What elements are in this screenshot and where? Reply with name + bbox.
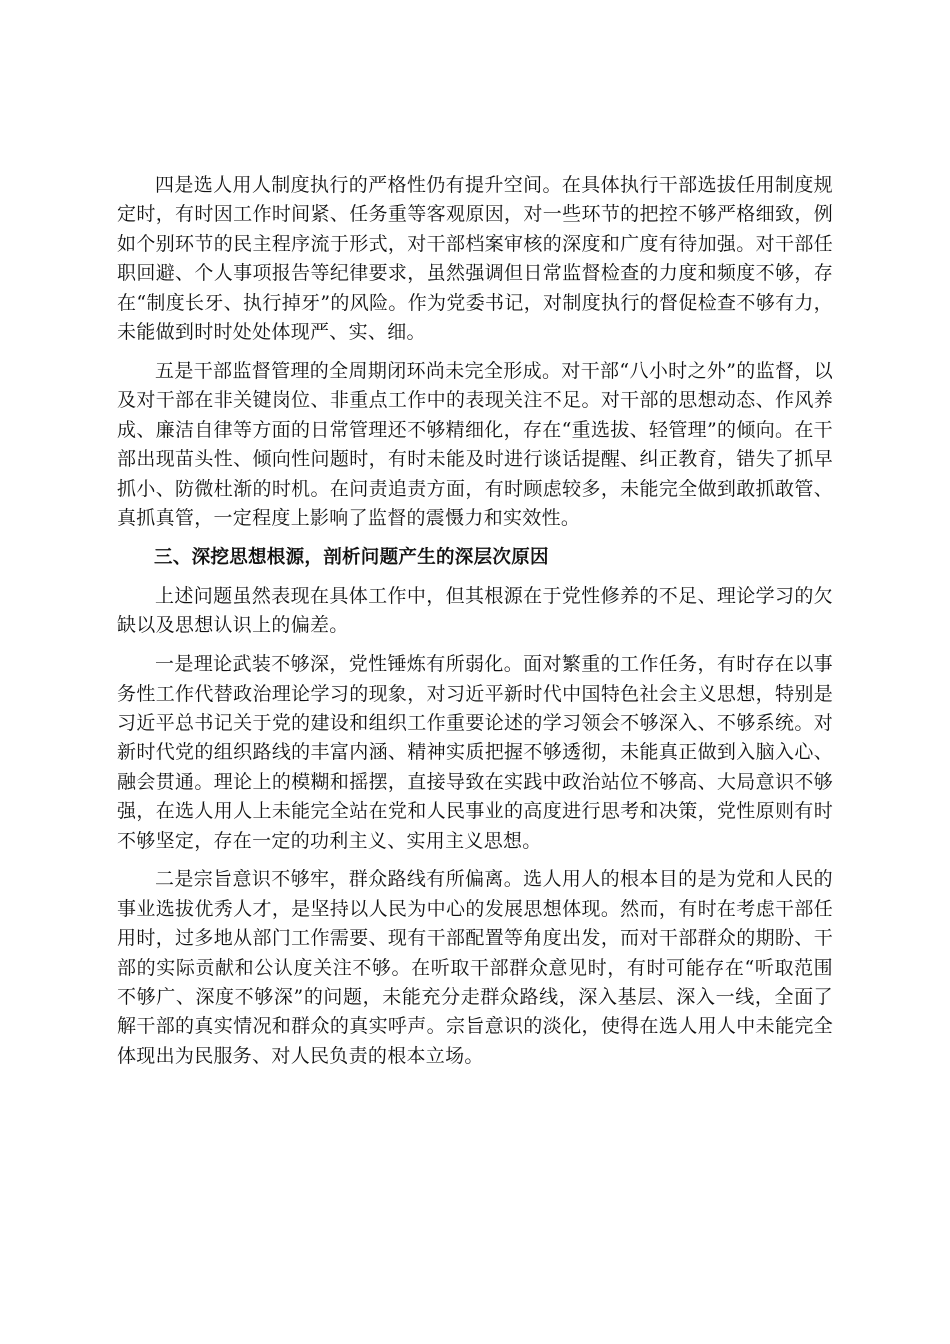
paragraph-fifth-issue: 五是干部监督管理的全周期闭环尚未完全形成。对干部“八小时之外”的监督，以及对干部在非关键岗位、非重点工作中的表现关注不足。对干部的思想动态、作风养成、廉洁自律等方面的日常管理还不够精细化，存在“重选拔、轻管理”的倾向。在干部出现苗头性、倾向性问题时，有时未能及时进行谈话提醒、纠正教育，错失了抓早抓小、防微杜渐的时机。在问责追责方面，有时顾虑较多，未能完全做到敢抓敢管、真抓真管，一定程度上影响了监督的震慑力和实效性。: [117, 359, 833, 529]
paragraph-section-intro: 上述问题虽然表现在具体工作中，但其根源在于党性修养的不足、理论学习的欠缺以及思想认识上的偏差。: [117, 584, 833, 637]
paragraph-cause-two: 二是宗旨意识不够牢，群众路线有所偏离。选人用人的根本目的是为党和人民的事业选拔优秀人才，是坚持以人民为中心的发展思想体现。然而，有时在考虑干部任用时，过多地从部门工作需要、现有干部配置等角度出发，而对干部群众的期盼、干部的实际贡献和公认度关注不够。在听取干部群众意见时，有时可能存在“听取范围不够广、深度不够深”的问题，未能充分走群众路线，深入基层、深入一线，全面了解干部的真实情况和群众的真实呼声。宗旨意识的淡化，使得在选人用人中未能完全体现出为民服务、对人民负责的根本立场。: [117, 868, 833, 1067]
paragraph-fourth-issue: 四是选人用人制度执行的严格性仍有提升空间。在具体执行干部选拔任用制度规定时，有时因工作时间紧、任务重等客观原因，对一些环节的把控不够严格细致，例如个别环节的民主程序流于形式，对干部档案审核的深度和广度有待加强。对干部任职回避、个人事项报告等纪律要求，虽然强调但日常监督检查的力度和频度不够，存在“制度长牙、执行掉牙”的风险。作为党委书记，对制度执行的督促检查不够有力，未能做到时时处处体现严、实、细。: [117, 174, 833, 344]
section-heading-three: 三、深挖思想根源，剖析问题产生的深层次原因: [154, 546, 549, 568]
paragraph-cause-one: 一是理论武装不够深，党性锤炼有所弱化。面对繁重的工作任务，有时存在以事务性工作代替政治理论学习的现象，对习近平新时代中国特色社会主义思想，特别是习近平总书记关于党的建设和组织工作重要论述的学习领会不够深入、不够系统。对新时代党的组织路线的丰富内涵、精神实质把握不够透彻，未能真正做到入脑入心、融会贯通。理论上的模糊和摇摆，直接导致在实践中政治站位不够高、大局意识不够强，在选人用人上未能完全站在党和人民事业的高度进行思考和决策，党性原则有时不够坚定，存在一定的功利主义、实用主义思想。: [117, 653, 833, 852]
document-body: [117, 171, 833, 1081]
